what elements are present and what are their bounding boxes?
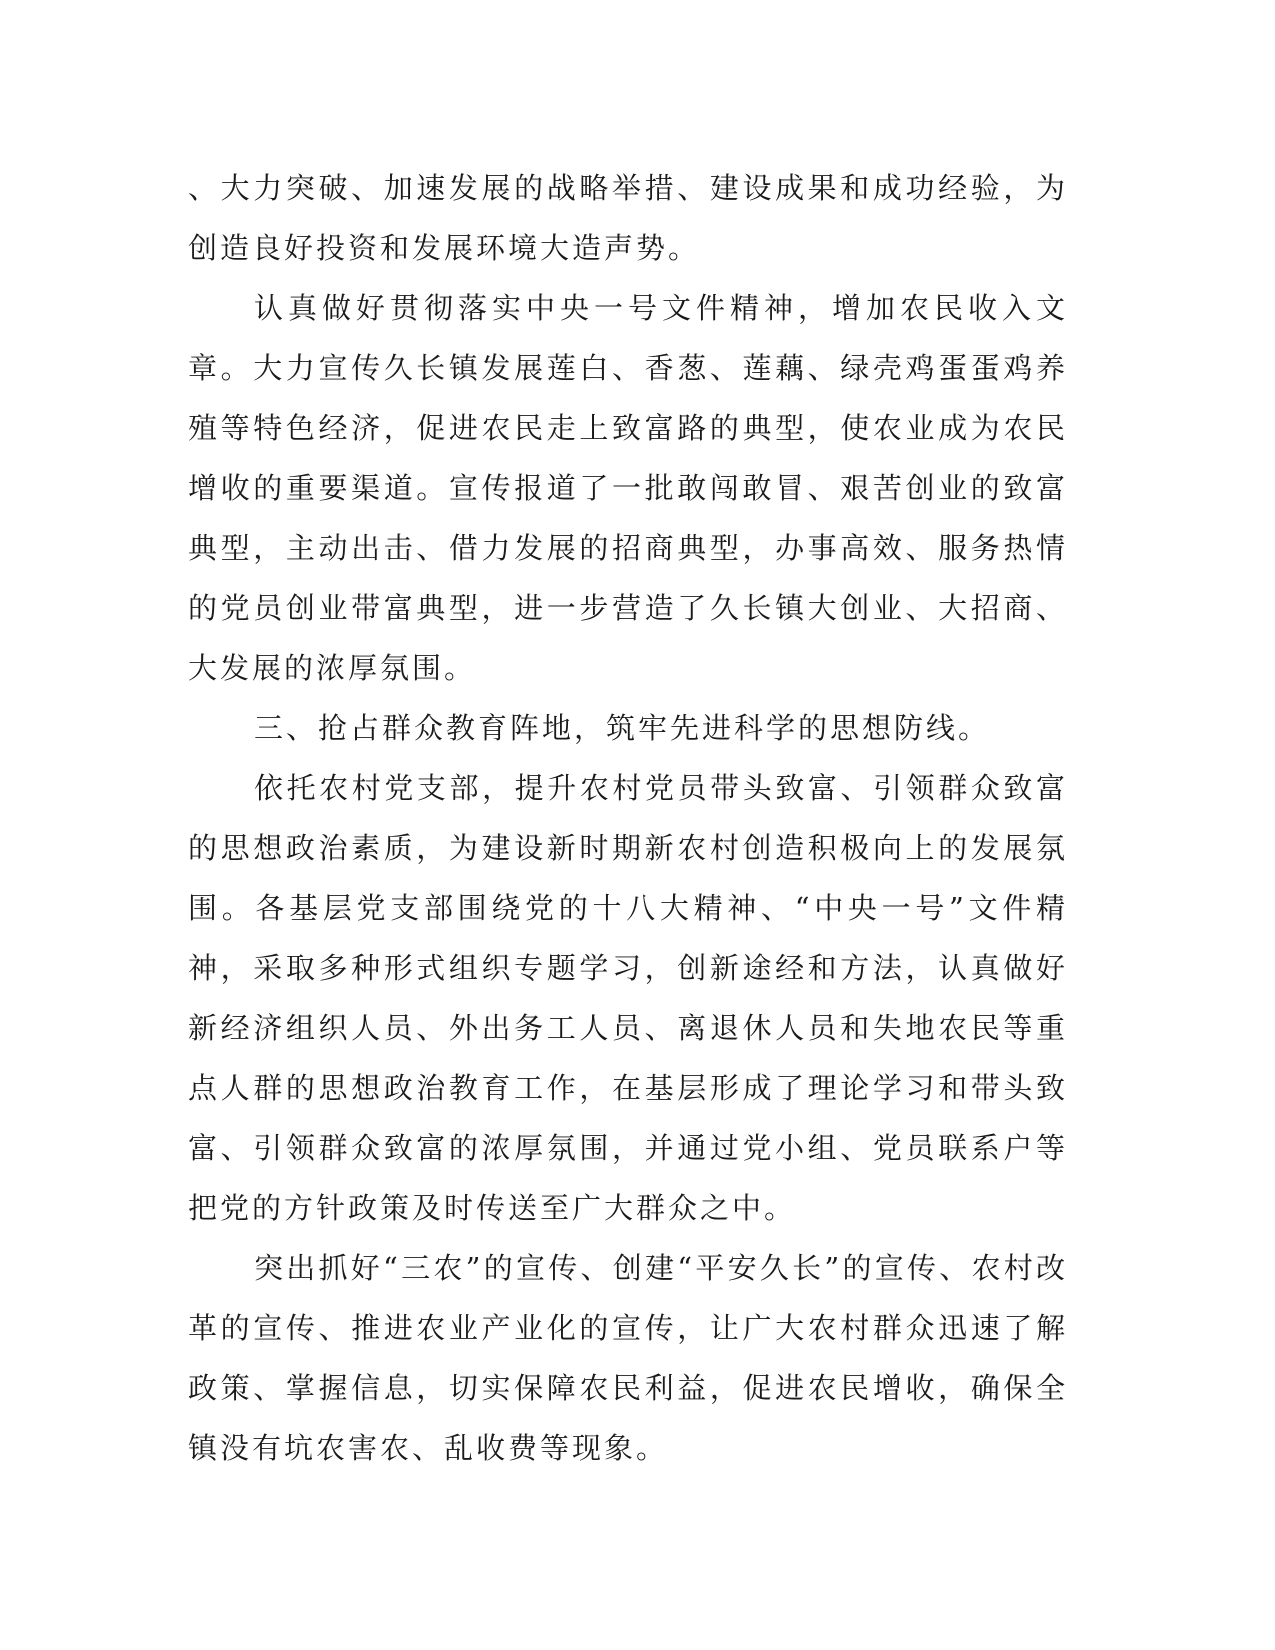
paragraph-continuation: 、大力突破、加速发展的战略举措、建设成果和成功经验，为创造良好投资和发展环境大造声势。 (188, 171, 1068, 265)
document-body (188, 158, 1068, 1478)
section-heading-three: 三、抢占群众教育阵地，筑牢先进科学的思想防线。 (254, 711, 991, 745)
paragraph-rural-publicity: 突出抓好“三农”的宣传、创建“平安久长”的宣传、农村改革的宣传、推进农业产业化的宣传，让广大农村群众迅速了解政策、掌握信息，切实保障农民利益，促进农民增收，确保全镇没有坑农害农、乱收费等现象。 (188, 1251, 1068, 1465)
paragraph-increase-farmer-income: 认真做好贯彻落实中央一号文件精神，增加农民收入文章。大力宣传久长镇发展莲白、香葱、莲藕、绿壳鸡蛋蛋鸡养殖等特色经济，促进农民走上致富路的典型，使农业成为农民增收的重要渠道。宣传报道了一批敢闯敢冒、艰苦创业的致富典型，主动出击、借力发展的招商典型，办事高效、服务热情的党员创业带富典型，进一步营造了久长镇大创业、大招商、大发展的浓厚氛围。 (188, 291, 1068, 685)
paragraph-party-branch-education: 依托农村党支部，提升农村党员带头致富、引领群众致富的思想政治素质，为建设新时期新农村创造积极向上的发展氛围。各基层党支部围绕党的十八大精神、“中央一号”文件精神，采取多种形式组织专题学习，创新途经和方法，认真做好新经济组织人员、外出务工人员、离退休人员和失地农民等重点人群的思想政治教育工作，在基层形成了理论学习和带头致富、引领群众致富的浓厚氛围，并通过党小组、党员联系户等把党的方针政策及时传送至广大群众之中。 (188, 771, 1068, 1225)
